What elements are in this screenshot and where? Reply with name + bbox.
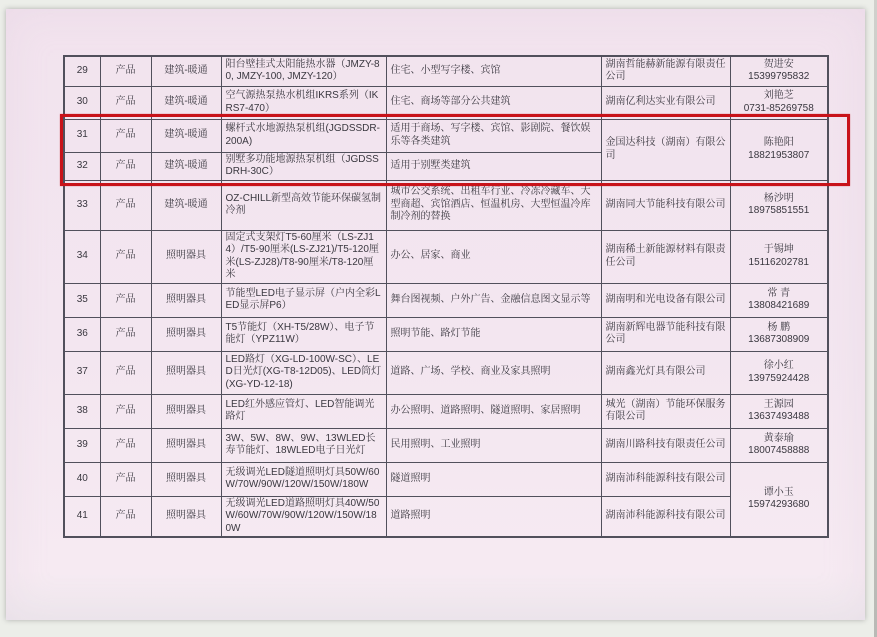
company-cell: 湖南稀土新能源材料有限责任公司 <box>601 230 730 283</box>
contact-cell <box>730 180 828 230</box>
product-name-cell: T5节能灯（XH-T5/28W）、电子节能灯（YPZ11W） <box>221 317 386 351</box>
contact-name: 陈艳阳 <box>763 137 794 148</box>
contact-phone: 0731-85269758 <box>743 102 814 114</box>
product-name-cell: 空气源热泵热水机组IKRS系列（IKRS7-470） <box>221 86 386 119</box>
contact-name: 于锡坤 <box>763 244 794 255</box>
application-cell: 适用于商场、写字楼、宾馆、影剧院、餐饮娱乐等各类建筑 <box>386 119 601 152</box>
row-number-cell: 29 <box>64 56 100 86</box>
product-name-cell: 螺杆式水地源热泵机组(JGDSSDR-200A) <box>221 119 386 152</box>
application-cell: 办公、居家、商业 <box>386 230 601 283</box>
category-cell: 照明器具 <box>151 428 221 462</box>
company-cell: 城光（湖南）节能环保服务有限公司 <box>601 394 730 428</box>
contact-cell <box>730 230 828 283</box>
product-name-cell: OZ-CHILL新型高效节能环保碳氢制冷剂 <box>221 180 386 230</box>
company-cell: 湖南沛科能源科技有限公司 <box>601 462 730 496</box>
category-cell: 照明器具 <box>151 394 221 428</box>
contact-cell <box>730 317 828 351</box>
table-row <box>64 462 828 496</box>
application-cell: 办公照明、道路照明、隧道照明、家居照明 <box>386 394 601 428</box>
application-cell: 舞台图视频、户外广告、金融信息图文显示等 <box>386 283 601 317</box>
row-number-cell: 36 <box>64 317 100 351</box>
contact-phone: 13975924428 <box>748 372 810 384</box>
product-type-cell: 产品 <box>100 86 151 119</box>
category-cell: 照明器具 <box>151 317 221 351</box>
company-cell: 湖南哲能赫新能源有限责任公司 <box>601 56 730 86</box>
contact-phone: 15399795832 <box>748 71 810 83</box>
product-type-cell: 产品 <box>100 119 151 152</box>
category-cell: 照明器具 <box>151 351 221 394</box>
contact-cell-merged <box>730 462 828 537</box>
row-number-cell: 41 <box>64 496 100 537</box>
contact-name: 杨沙明 <box>763 192 794 204</box>
row-number-cell: 35 <box>64 283 100 317</box>
product-type-cell: 产品 <box>100 230 151 283</box>
table-row <box>64 428 828 462</box>
product-name-cell: LED红外感应管灯、LED智能调光路灯 <box>221 394 386 428</box>
product-type-cell: 产品 <box>100 394 151 428</box>
category-cell: 照明器具 <box>151 230 221 283</box>
application-cell: 照明节能、路灯节能 <box>386 317 601 351</box>
contact-name: 谭小玉 <box>763 486 794 498</box>
contact-phone: 18975851551 <box>748 205 810 216</box>
contact-name: 王源园 <box>763 398 794 410</box>
product-type-cell: 产品 <box>100 428 151 462</box>
contact-name: 徐小红 <box>763 360 794 371</box>
company-cell: 湖南明和光电设备有限公司 <box>601 283 730 317</box>
product-name-cell: 固定式支架灯T5-60厘米（LS-ZJ14）/T5-90厘米(LS-ZJ21)/T5-120厘米(LS-ZJ28)/T8-90厘米/T8-120厘米 <box>221 230 386 283</box>
row-number-cell: 38 <box>64 394 100 428</box>
application-cell: 住宅、小型写字楼、宾馆 <box>386 56 601 86</box>
product-type-cell: 产品 <box>100 56 151 86</box>
product-type-cell: 产品 <box>100 496 151 537</box>
table-row <box>64 496 828 537</box>
product-name-cell: 3W、5W、8W、9W、13WLED长寿节能灯、18WLED电子日光灯 <box>221 428 386 462</box>
table-row <box>64 56 828 86</box>
company-cell: 湖南亿利达实业有限公司 <box>601 86 730 119</box>
application-cell: 道路、广场、学校、商业及家具照明 <box>386 351 601 394</box>
row-number-cell: 39 <box>64 428 100 462</box>
application-cell: 适用于别墅类建筑 <box>386 152 601 180</box>
category-cell: 照明器具 <box>151 283 221 317</box>
row-number-cell: 40 <box>64 462 100 496</box>
row-number-cell: 37 <box>64 351 100 394</box>
product-type-cell: 产品 <box>100 152 151 180</box>
contact-name: 杨 鹏 <box>767 321 791 333</box>
category-cell: 建筑-暖通 <box>151 56 221 86</box>
product-name-cell: 无级调光LED道路照明灯具40W/50W/60W/70W/90W/120W/150W/180W <box>221 496 386 537</box>
application-cell: 隧道照明 <box>386 462 601 496</box>
category-cell: 建筑-暖通 <box>151 119 221 152</box>
product-type-cell: 产品 <box>100 283 151 317</box>
application-cell: 道路照明 <box>386 496 601 537</box>
contact-phone: 18007458888 <box>748 445 810 456</box>
contact-phone: 13687308909 <box>748 334 810 345</box>
contact-cell <box>730 56 828 86</box>
table-row <box>64 283 828 317</box>
category-cell: 照明器具 <box>151 462 221 496</box>
company-cell: 湖南川路科技有限责任公司 <box>601 428 730 462</box>
table-row <box>64 394 828 428</box>
row-number-cell: 34 <box>64 230 100 283</box>
category-cell: 建筑-暖通 <box>151 152 221 180</box>
table-row-highlighted <box>64 119 828 152</box>
product-type-cell: 产品 <box>100 317 151 351</box>
product-name-cell: 别墅多功能地源热泵机组（JGDSSDRH-30C） <box>221 152 386 180</box>
row-number-cell: 32 <box>64 152 100 180</box>
contact-name: 贺进安 <box>763 58 794 70</box>
company-cell: 湖南新辉电器节能科技有限公司 <box>601 317 730 351</box>
application-cell: 住宅、商场等部分公共建筑 <box>386 86 601 119</box>
contact-cell-merged <box>730 119 828 180</box>
product-type-cell: 产品 <box>100 462 151 496</box>
table-row <box>64 86 828 119</box>
product-name-cell: 节能型LED电子显示屏（户内全彩LED显示屏P6） <box>221 283 386 317</box>
application-cell: 城市公交系统、出租车行业、冷冻冷藏车、大型商超、宾馆酒店、恒温机房、大型恒温冷库制冷剂的替换 <box>386 180 601 230</box>
contact-phone: 15116202781 <box>748 256 809 268</box>
contact-phone: 18821953807 <box>748 149 810 161</box>
category-cell: 建筑-暖通 <box>151 86 221 119</box>
contact-name: 刘艳芝 <box>763 90 794 101</box>
row-number-cell: 30 <box>64 86 100 119</box>
contact-name: 常 青 <box>767 287 791 299</box>
table-row <box>64 180 828 230</box>
contact-name: 黄泰瑜 <box>763 432 794 444</box>
product-type-cell: 产品 <box>100 351 151 394</box>
table-row <box>64 230 828 283</box>
contact-cell <box>730 394 828 428</box>
table-row <box>64 317 828 351</box>
company-cell: 湖南鑫光灯具有限公司 <box>601 351 730 394</box>
contact-cell <box>730 351 828 394</box>
row-number-cell: 31 <box>64 119 100 152</box>
company-cell: 湖南沛科能源科技有限公司 <box>601 496 730 537</box>
product-type-cell: 产品 <box>100 180 151 230</box>
contact-cell <box>730 283 828 317</box>
application-cell: 民用照明、工业照明 <box>386 428 601 462</box>
contact-phone: 13637493488 <box>748 411 810 422</box>
company-cell: 湖南同大节能科技有限公司 <box>601 180 730 230</box>
product-name-cell: LED路灯（XG-LD-100W-SC）、LED日光灯(XG-T8-12D05)、LED筒灯(XG-YD-12-18) <box>221 351 386 394</box>
table-row <box>64 351 828 394</box>
contact-cell <box>730 428 828 462</box>
contact-phone: 15974293680 <box>748 499 810 511</box>
row-number-cell: 33 <box>64 180 100 230</box>
product-name-cell: 无级调光LED隧道照明灯具50W/60W/70W/90W/120W/150W/180W <box>221 462 386 496</box>
contact-cell <box>730 86 828 119</box>
category-cell: 建筑-暖通 <box>151 180 221 230</box>
company-cell-merged: 金国达科技（湖南）有限公司 <box>601 119 730 180</box>
product-list-table <box>63 55 829 538</box>
product-name-cell: 阳台壁挂式太阳能热水器（JMZY-80, JMZY-100, JMZY-120） <box>221 56 386 86</box>
contact-phone: 13808421689 <box>748 300 810 311</box>
category-cell: 照明器具 <box>151 496 221 537</box>
